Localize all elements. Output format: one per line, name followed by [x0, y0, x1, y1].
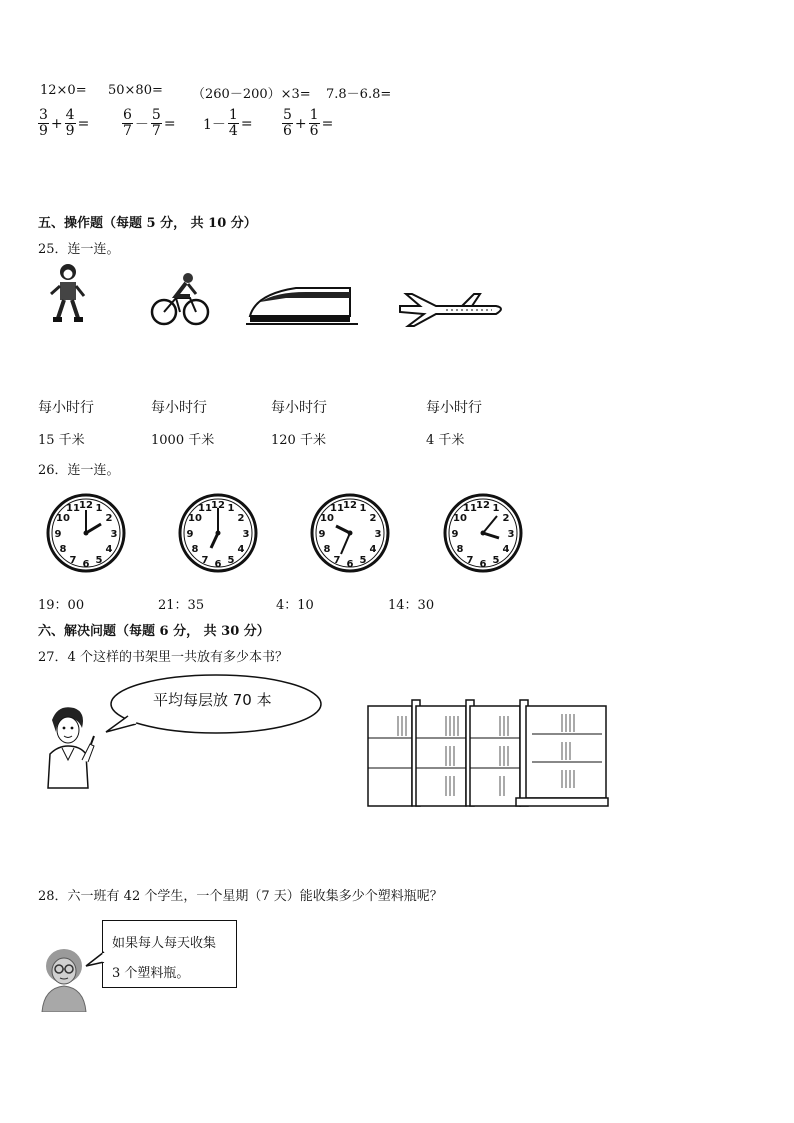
- svg-text:9: 9: [318, 529, 326, 540]
- bookshelves-illustration: [366, 698, 612, 812]
- svg-text:4: 4: [237, 544, 245, 555]
- section-heading: 六、解决问题（每题 6 分， 共 30 分）: [38, 624, 270, 639]
- fraction-expression: $\frac{6}{7}$ － $\frac{5}{7}$ =: [123, 107, 176, 139]
- walking-child-icon: [46, 262, 90, 324]
- question-title: 27．4 个这样的书架里一共放有多少本书？: [38, 650, 288, 665]
- high-speed-train-icon: [246, 280, 358, 328]
- svg-text:11: 11: [66, 503, 80, 514]
- speech-box-line-1: 如果每人每天收集: [112, 936, 217, 951]
- clock-icon: [443, 490, 523, 574]
- svg-text:10: 10: [320, 513, 334, 524]
- speech-box-line-2: 3 个塑料瓶。: [112, 966, 190, 981]
- bicycle-rider-icon: [150, 270, 210, 328]
- svg-text:12: 12: [211, 500, 225, 511]
- svg-text:3: 3: [110, 529, 118, 540]
- svg-text:8: 8: [323, 544, 331, 555]
- calc-item: （260－200）×3=: [192, 87, 311, 102]
- svg-text:8: 8: [191, 544, 199, 555]
- svg-text:1: 1: [492, 503, 500, 514]
- clock-icon: [178, 490, 258, 574]
- svg-text:6: 6: [479, 559, 487, 570]
- time-label: 21：35: [158, 598, 205, 613]
- svg-text:3: 3: [507, 529, 515, 540]
- svg-text:4: 4: [369, 544, 377, 555]
- svg-text:5: 5: [359, 555, 367, 566]
- speed-label: 每小时行: [426, 400, 482, 416]
- svg-text:1: 1: [359, 503, 367, 514]
- speed-label: 每小时行: [151, 400, 207, 416]
- clock-icon: [46, 490, 126, 574]
- fraction-expression: 1－ $\frac{1}{4}$ =: [203, 107, 253, 139]
- svg-text:8: 8: [59, 544, 67, 555]
- svg-text:7: 7: [466, 555, 474, 566]
- svg-text:12: 12: [343, 500, 357, 511]
- svg-text:2: 2: [369, 513, 377, 524]
- svg-text:5: 5: [95, 555, 103, 566]
- svg-text:10: 10: [453, 513, 467, 524]
- svg-text:9: 9: [186, 529, 194, 540]
- grandmother-icon: [38, 946, 90, 1012]
- calc-item: 50×80=: [108, 83, 163, 98]
- speed-value: 1000 千米: [151, 433, 215, 448]
- svg-text:10: 10: [56, 513, 70, 524]
- svg-text:6: 6: [82, 559, 90, 570]
- calc-row-2: [38, 108, 378, 148]
- svg-text:2: 2: [237, 513, 245, 524]
- speech-box-pointer: [84, 950, 106, 972]
- svg-text:6: 6: [214, 559, 222, 570]
- svg-text:1: 1: [95, 503, 103, 514]
- svg-text:2: 2: [502, 513, 510, 524]
- fraction-expression: $\frac{3}{9}$ + $\frac{4}{9}$ =: [39, 107, 90, 139]
- question-title: 26．连一连。: [38, 463, 120, 478]
- svg-text:7: 7: [69, 555, 77, 566]
- svg-text:12: 12: [476, 500, 490, 511]
- svg-text:8: 8: [456, 544, 464, 555]
- speed-label: 每小时行: [38, 400, 94, 416]
- clock-icon: [310, 490, 390, 574]
- svg-text:4: 4: [105, 544, 113, 555]
- speed-value: 120 千米: [271, 433, 326, 448]
- calc-row-1: [40, 83, 440, 101]
- svg-text:6: 6: [346, 559, 354, 570]
- speed-value: 4 千米: [426, 433, 465, 448]
- svg-text:7: 7: [201, 555, 209, 566]
- svg-text:1: 1: [227, 503, 235, 514]
- airplane-icon: [396, 288, 508, 328]
- calc-item: 7.8－6.8=: [326, 87, 392, 102]
- svg-text:5: 5: [492, 555, 500, 566]
- speed-label: 每小时行: [271, 400, 327, 416]
- question-title: 28．六一班有 42 个学生，一个星期（7 天）能收集多少个塑料瓶呢？: [38, 889, 443, 904]
- svg-text:11: 11: [198, 503, 212, 514]
- svg-text:9: 9: [451, 529, 459, 540]
- svg-text:5: 5: [227, 555, 235, 566]
- bubble-text: 平均每层放 70 本: [153, 691, 272, 709]
- svg-text:4: 4: [502, 544, 510, 555]
- svg-text:7: 7: [333, 555, 341, 566]
- svg-text:3: 3: [242, 529, 250, 540]
- svg-text:2: 2: [105, 513, 113, 524]
- question-title: 25．连一连。: [38, 242, 120, 257]
- time-label: 4：10: [276, 598, 314, 613]
- calc-item: 12×0=: [40, 83, 87, 98]
- time-label: 14：30: [388, 598, 435, 613]
- svg-text:3: 3: [374, 529, 382, 540]
- fraction-expression: $\frac{5}{6}$ + $\frac{1}{6}$ =: [283, 107, 334, 139]
- teacher-icon: [38, 702, 100, 790]
- svg-text:11: 11: [330, 503, 344, 514]
- svg-text:12: 12: [79, 500, 93, 511]
- time-label: 19：00: [38, 598, 85, 613]
- svg-text:9: 9: [54, 529, 62, 540]
- speed-value: 15 千米: [38, 433, 85, 448]
- svg-text:11: 11: [463, 503, 477, 514]
- svg-text:10: 10: [188, 513, 202, 524]
- section-heading: 五、操作题（每题 5 分， 共 10 分）: [38, 216, 257, 231]
